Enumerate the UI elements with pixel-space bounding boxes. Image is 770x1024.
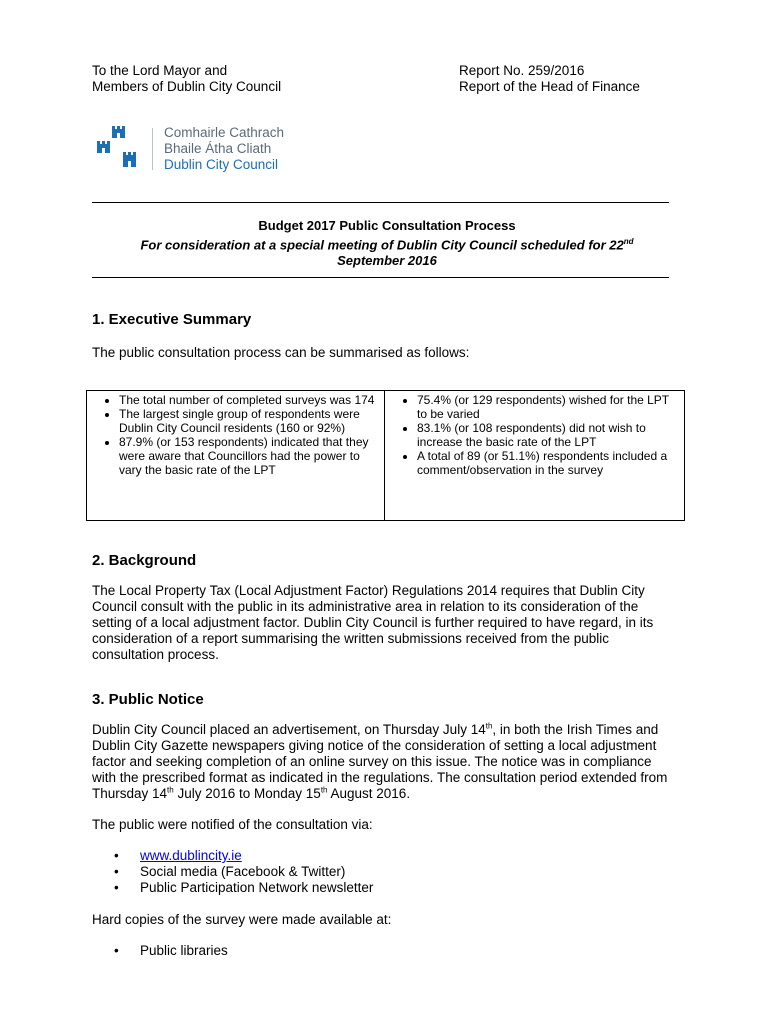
list-item: • 83.1% (or 108 respondents) did not wish to increase the basic rate of the LPT	[417, 421, 678, 449]
summary-right-cell	[385, 391, 685, 521]
list-item: • Social media (Facebook & Twitter)	[114, 864, 373, 880]
logo-divider	[152, 128, 153, 170]
section-heading-background: 2. Background	[92, 552, 197, 569]
list-item: • Public libraries	[114, 943, 228, 959]
logo-line-irish-1: Comhairle Cathrach	[164, 125, 285, 140]
list-item: • 87.9% (or 153 respondents) indicated that they were aware that Councillors had the power to vary the basic rate of the LPT	[119, 435, 378, 477]
list-item: • The total number of completed surveys was 174	[119, 393, 378, 407]
summary-left-cell	[87, 391, 385, 521]
list-item	[114, 848, 373, 864]
public-notice-paragraph: Dublin City Council placed an advertisement, on Thursday July 14th, in both the Irish Times and Dublin City Gazette newspapers giving notice of the consideration of setting a local adjustment factor and seeking completion of an online survey on this issue. The notice was in compliance with the prescribed format as indicated in the regulations. The consultation period extended from Thursday 14th July 2016 to Monday 15th August 2016.	[92, 721, 668, 801]
report-info	[459, 63, 640, 95]
notification-channels-list	[114, 848, 373, 896]
title-subtitle-date: September 2016	[337, 253, 437, 269]
list-item: • Public Participation Network newsletter	[114, 880, 373, 896]
title-subtitle: For consideration at a special meeting of Dublin City Council scheduled for 22nd	[140, 237, 634, 253]
section-heading-executive-summary: 1. Executive Summary	[92, 311, 252, 328]
addressee	[92, 63, 281, 95]
logo-line-english: Dublin City Council	[164, 157, 279, 172]
summary-intro: The public consultation process can be summarised as follows:	[92, 345, 470, 360]
title-main: Budget 2017 Public Consultation Process	[258, 218, 516, 233]
section-heading-public-notice: 3. Public Notice	[92, 691, 204, 708]
addressee-line1: To the Lord Mayor and	[92, 63, 228, 78]
report-author: Report of the Head of Finance	[459, 79, 640, 94]
castle-icon	[94, 124, 146, 172]
title-rule-bottom	[92, 277, 669, 278]
hardcopy-intro: Hard copies of the survey were made available at:	[92, 912, 392, 927]
summary-table	[86, 390, 685, 521]
document-title	[92, 218, 682, 269]
background-paragraph: The Local Property Tax (Local Adjustment Factor) Regulations 2014 requires that Dublin City Council consult with the public in its administrative area in relation to its consideration of the setting of a local adjustment factor. Dublin City Council is further required to have regard, in its consideration of a report summarising the written submissions received from the public consultation process.	[92, 583, 654, 662]
council-logo-text	[164, 125, 284, 173]
list-item: • 75.4% (or 129 respondents) wished for the LPT to be varied	[417, 393, 678, 421]
report-number: Report No. 259/2016	[459, 63, 585, 78]
dublincity-link[interactable]: www.dublincity.ie	[140, 848, 242, 863]
hardcopy-locations-list	[114, 943, 228, 959]
list-item: • The largest single group of respondents were Dublin City Council residents (160 or 92%)	[119, 407, 378, 435]
addressee-line2: Members of Dublin City Council	[92, 79, 282, 94]
logo-line-irish-2: Bhaile Átha Cliath	[164, 141, 272, 156]
title-rule-top	[92, 202, 669, 203]
notified-intro: The public were notified of the consultation via:	[92, 817, 373, 832]
list-item: • A total of 89 (or 51.1%) respondents included a comment/observation in the survey	[417, 449, 678, 477]
